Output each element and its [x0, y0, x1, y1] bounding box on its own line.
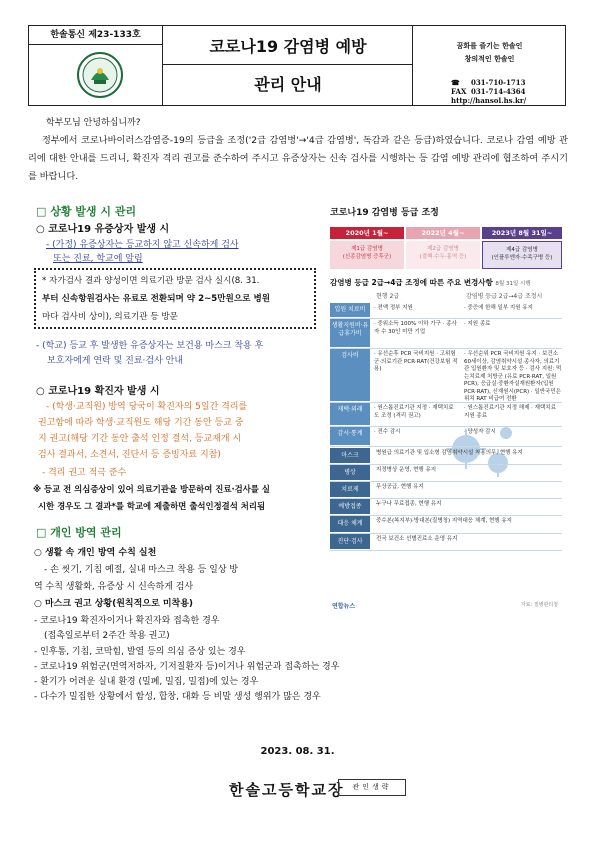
infographic-title: 코로나19 감염병 등급 조정	[330, 208, 439, 218]
attendance-note-2: 시한 경우도 그 결과*를 학교에 제출하면 출석인정결석 처리됨	[38, 501, 266, 511]
grade-box-2	[406, 241, 480, 269]
personal-rules-2: 역 수칙 생활화, 유증상 시 신속하게 검사	[34, 582, 194, 592]
row-label: 치료제	[330, 482, 370, 497]
title-divider	[163, 64, 413, 65]
row-adjusted-value: · 지원 종료	[464, 321, 491, 327]
phone-icon: ☎	[451, 78, 460, 87]
mask-case-1: - 코로나19 확진자이거나 확진자와 접촉한 경우	[34, 616, 220, 626]
row-divider	[330, 550, 562, 551]
header-left	[29, 26, 163, 105]
timeline-period-2: 2022년 4월~	[406, 227, 480, 239]
grade-box-3	[482, 241, 562, 269]
confirmed-instruction-3: 지 권고(해당 기간 동안 출석 인정 결석, 등교재개 시	[38, 434, 242, 444]
header-contact-area	[413, 26, 566, 105]
sub-confirmed: ○ 코로나19 확진자 발생 시	[36, 386, 160, 397]
row-current-value: 무상공급, 현행 유지	[376, 484, 424, 490]
school-instruction-1: - (학교) 등교 후 발생한 유증상자는 보건용 마스크 착용 후	[36, 341, 264, 351]
home-instruction-2: 또는 진료, 학교에 알림	[53, 254, 143, 264]
row-divider	[330, 446, 562, 447]
row-label: 생활지원비·유급휴가비	[330, 319, 370, 347]
attendance-note-1: ※ 등교 전 의심증상이 있어 의료기관을 방문하여 진료·검사를 실	[33, 484, 270, 494]
section-heading-personal: □ 개인 방역 관리	[36, 526, 122, 539]
grade-adjustment-infographic	[326, 203, 566, 615]
self-test-note-3: 마다 검사비 상이), 의료기관 등 방문	[42, 312, 178, 322]
school-motto	[413, 39, 566, 65]
row-current-value: 지정병상 운영, 현행 유지	[376, 467, 437, 473]
fax-number: 031-714-4364	[471, 87, 526, 96]
school-url[interactable]: http://hansol.hs.kr/	[451, 96, 527, 105]
sub-symptomatic: ○ 코로나19 유증상자 발생 시	[36, 224, 170, 235]
intro-paragraph: 정부에서 코로나바이러스감염증-19의 등급을 조정('2급 감염병'→'4급 감염병', 독감과 같은 등급)하였습니다. 코로나 감염 예방 관리에 대한 안내를 드리니, 확진자 격리 권고를 준수하여 주시고 유증상자는 신속 검사를 시행하는 등 감염 예방 관리에 협조하여 주시기를 바랍니다.	[28, 135, 568, 182]
row-label: 마스크	[330, 448, 370, 463]
principal-signature: 한솔고등학교장	[229, 781, 345, 799]
row-label: 진단·검사	[330, 534, 370, 549]
home-instruction-1: - (가정) 유증상자는 등교하지 않고 신속하게 검사	[46, 240, 239, 250]
page-title: 코로나19 감염병 예방	[209, 37, 367, 56]
row-label: 대응 체계	[330, 516, 370, 532]
changes-subtitle	[330, 277, 531, 288]
grade-box-1-desc: (신종감염병 증후군)	[342, 254, 392, 260]
column-current: 현행 2급	[376, 293, 400, 300]
timeline-period-1: 2020년 1월~	[330, 227, 404, 239]
newsletter-number: 한솔통신 제23-133호	[29, 26, 162, 45]
greeting: 학부모님 안녕하십니까?	[46, 118, 141, 128]
row-label: 감시·통계	[330, 427, 370, 445]
row-current-value: · 중위소득 100% 이하 가구 · 종사자 수 30인 미만 기업	[374, 321, 457, 335]
grade-box-1-title: 제1급 감염병	[351, 246, 383, 252]
personal-rules-1: - 손 씻기, 기침 예절, 실내 마스크 착용 등 일상 방	[44, 565, 239, 575]
changes-subtitle-text: 감염병 등급 2급→4급 조정에 따른 주요 변경사항	[330, 278, 493, 287]
motto-line-2: 창의적인 한솔인	[464, 54, 515, 63]
section-heading-situation: □ 상황 발생 시 관리	[36, 205, 137, 218]
row-current-value: 전국 보건소 선별진료소 운영 유지	[376, 536, 458, 542]
row-label: 재택·외래	[330, 403, 370, 425]
row-label: 검사비	[330, 349, 370, 401]
sub-personal-rules: ○ 생활 속 개인 방역 수칙 실천	[34, 548, 157, 558]
source-credit: 자료: 질병관리청	[520, 602, 558, 608]
school-instruction-2: 보호자에게 연락 및 진료·검사 안내	[47, 356, 184, 366]
header	[28, 25, 566, 106]
column-adjusted: 감염병 등급 2급→4급 조정시	[466, 293, 543, 300]
official-seal-omitted: 관인생략	[338, 779, 406, 796]
page-subtitle: 관리 안내	[254, 75, 322, 94]
grade-box-2-desc: (결핵·수두·홍역 등)	[419, 254, 467, 260]
timeline-period-3: 2023년 8월 31일~	[482, 227, 562, 239]
self-test-note-2: 부터 신속항원검사는 유료로 전환되며 약 2~5만원으로 병원	[42, 294, 271, 304]
row-current-value: · 전수 감시	[374, 429, 401, 435]
issue-date: 2023. 08. 31.	[260, 746, 335, 757]
sub-mask-situations: ○ 마스크 권고 상황(원칙적으로 미착용)	[34, 599, 194, 609]
row-adjusted-value: · 원스톱진료기관 지정 해제 · 재택치료 지원 종료	[464, 405, 556, 419]
contact-info	[451, 78, 526, 105]
mask-case-4: - 환기가 어려운 실내 환경 (밀폐, 밀집, 밀접)에 있는 경우	[34, 677, 259, 687]
mask-case-1-note: (접촉일로부터 2주간 착용 권고)	[44, 631, 170, 641]
confirmed-instruction-4: 검사 결과서, 소견서, 진단서 등 증빙자료 지참)	[38, 450, 221, 460]
school-emblem-icon	[77, 52, 123, 98]
row-current-value: 중수본(복지부)·방대본(질병청) 지역대응 체계, 현행 유지	[376, 518, 512, 524]
row-adjusted-value: · 우선순위 PCR 국비지원 유지 · 보건소 60세이상, 감염취약시설 종사자, 의료기관 입원환자 및 보호자 등 · 검사 지원: 먹는치료제 처방군 (유료 PCR·RAT, 일원 PCR), 응급실·중환자실재원환자(입원 PCR·RAT), 신재원시(PCR) · 일반국민은 위치 RAT 비급여 전환	[464, 351, 562, 402]
row-label: 예방접종	[330, 499, 370, 514]
mask-case-2: - 인후통, 기침, 코막힘, 발열 등의 의심 증상 있는 경우	[34, 647, 246, 657]
row-label: 병상	[330, 465, 370, 480]
mask-case-3: - 코로나19 위험군(면역저하자, 기저질환자 등)이거나 위험군과 접촉하는 경우	[34, 662, 340, 672]
grade-box-3-desc: (인플루엔자·수족구병 등)	[491, 255, 553, 261]
confirmed-instruction-2: 권고함에 따라 학생·교직원도 해당 기간 동안 등교 중	[38, 418, 244, 428]
self-test-note-1: * 자가검사 결과 양성이면 의료기관 방문 검사 실시(8. 31.	[42, 276, 260, 286]
row-current-value: · 전액 정부 지원	[374, 305, 413, 311]
row-current-value: 누구나 무료접종, 현행 유지	[376, 501, 442, 507]
mask-case-5: - 다수가 밀집한 상황에서 함성, 합창, 대화 등 비말 생성 행위가 많은 경우	[34, 692, 321, 702]
row-label: 입원 치료비	[330, 303, 370, 317]
row-adjusted-value: · 중증에 한해 일부 지원 유지	[464, 305, 533, 311]
isolation-compliance: - 격리 권고 적극 준수	[42, 468, 127, 478]
row-current-value: · 원스톱진료기관 지정 · 재택치료 도 조정 (격리 권고)	[374, 405, 454, 419]
fax-label: FAX	[451, 87, 467, 96]
confirmed-instruction-1: - (학생·교직원) 방역 당국이 확진자의 5일간 격리를	[46, 402, 248, 412]
row-current-value: 병원급 의료기관 및 입소형 감염취약시설 착용의무, 현행 유지	[376, 450, 523, 456]
phone-number: 031-710-1713	[471, 78, 526, 87]
header-title-area	[163, 26, 413, 105]
motto-line-1: 꿈화를 즐기는 한솔인	[456, 41, 523, 50]
grade-box-2-title: 제2급 감염병	[427, 246, 459, 252]
grade-box-1	[330, 241, 404, 269]
source-logo: 연합뉴스	[332, 603, 356, 610]
changes-effective-date: 8월 31일 시행	[495, 281, 531, 287]
grade-box-3-title: 제4급 감염병	[506, 247, 538, 253]
row-adjusted-value: · 양성자 감시	[464, 429, 496, 435]
row-current-value: · 유선순후 PCR 국비지원 · 고위험군·의료기관 PCR·RAT(건강보험 적용)	[374, 351, 458, 372]
